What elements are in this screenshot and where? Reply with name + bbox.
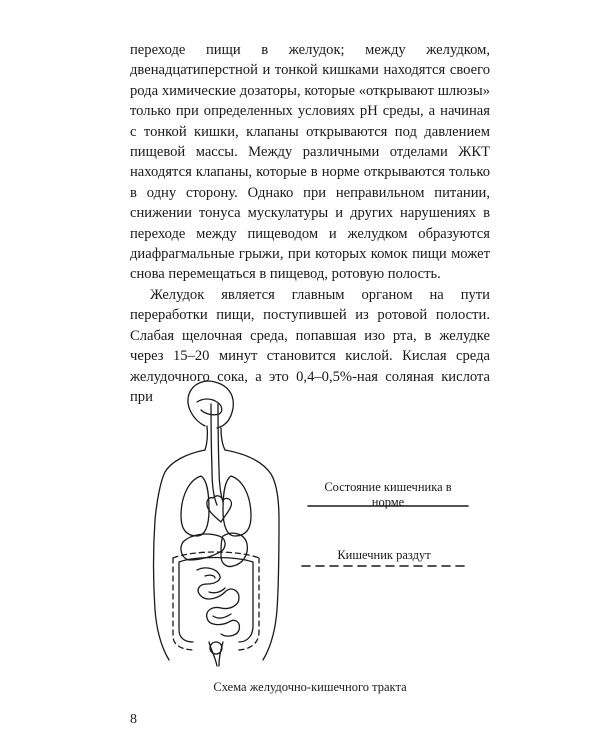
body-text [130, 40, 490, 407]
small-intestine [197, 568, 239, 636]
paragraph-2: Желудок является главным органом на пути переработки пищи, поступившей из ротовой полости. Слабая щелочная среда, попавшая изо рта, в желудке через 15–20 минут становится кислой. Кислая среда желудочного сока, а это 0,4–0,5%-ная соляная кислота при [130, 286, 490, 405]
left-lung [181, 476, 209, 536]
legend-bloated: Кишечник раздут [337, 548, 431, 562]
legend-normal: Состояние кишечника в норме [324, 480, 452, 509]
neck-outline [205, 426, 225, 450]
heart [207, 496, 231, 522]
bladder [210, 642, 222, 654]
liver [181, 534, 225, 560]
right-lung [223, 476, 251, 536]
torso-outline [154, 450, 280, 660]
digestive-tract-diagram [135, 380, 475, 670]
page-number: 8 [130, 712, 137, 727]
figure-caption: Схема желудочно-кишечного тракта [213, 680, 407, 694]
bloated-intestine-outline [173, 552, 259, 650]
paragraph-1: переходе пищи в желудок; между желудком, двенадцатиперстной и тонкой кишками находятся своего рода химические дозаторы, которые «открывают шлюзы» только при определенных условиях pH среды, а начиная с тонкой кишки, клапаны открываются под давлением пищевой массы. Между различными отделами ЖКТ находятся клапаны, которые в норме открываются только в одну сторону. Однако при неправильном питании, снижении тонуса мускулатуры и других нарушениях в переходе между пищеводом и желудком образуются диафрагмальные грыжи, при которых комок пищи может снова перемещаться в пищевод, ротовую полость. [130, 42, 490, 283]
oesophagus [211, 404, 223, 505]
stomach [221, 533, 247, 566]
